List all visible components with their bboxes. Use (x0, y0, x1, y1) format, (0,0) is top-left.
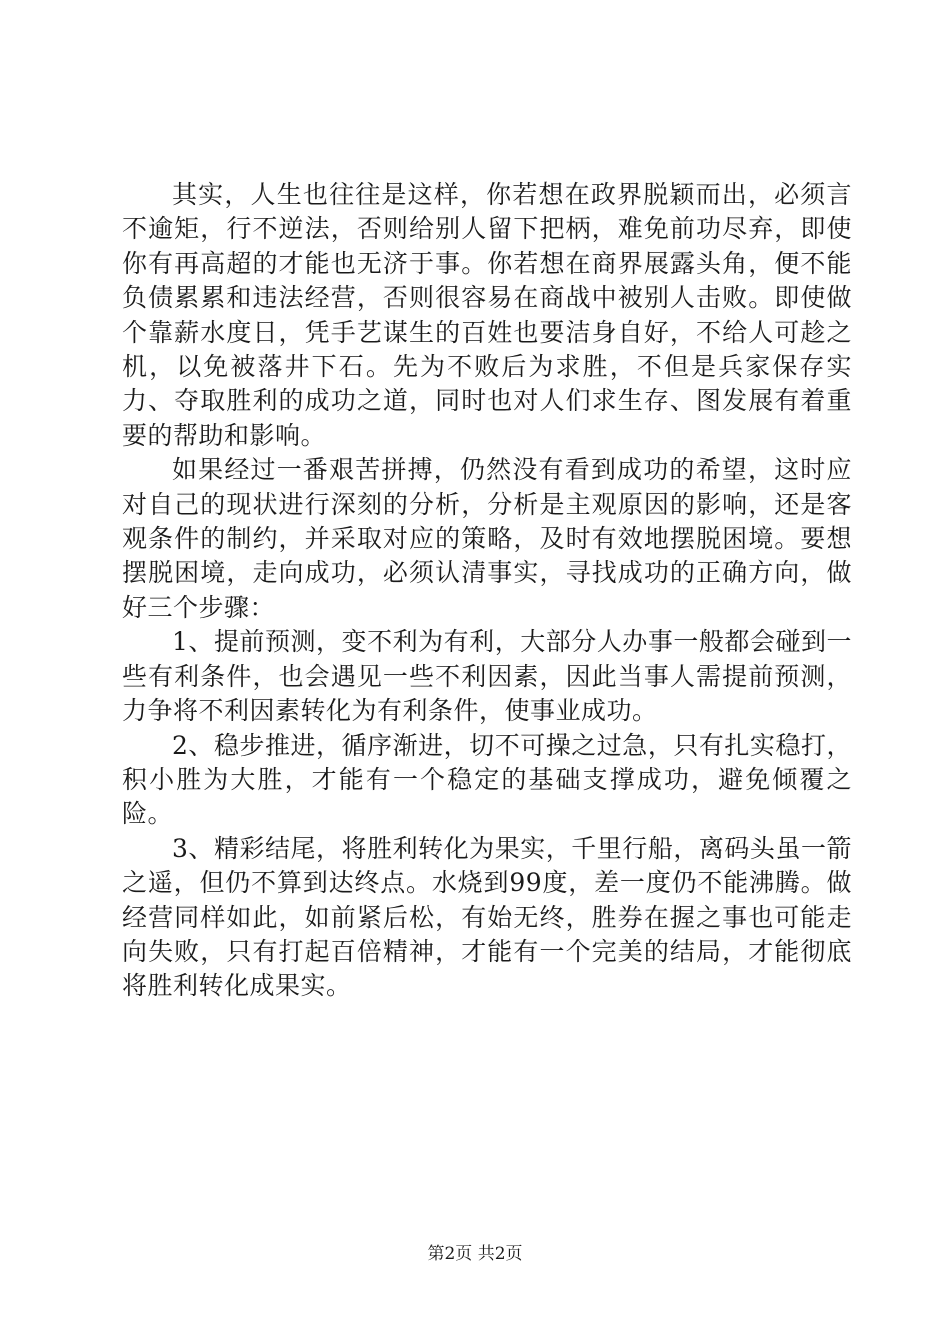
page-number-footer: 第2页 共2页 (427, 1244, 523, 1264)
paragraph-intro: 其实，人生也往往是这样，你若想在政界脱颖而出，必须言不逾矩，行不逆法，否则给别人留下把柄，难免前功尽弃，即使你有再高超的才能也无济于事。你若想在商界展露头角，便不能负债累累和违法经营，否则很容易在商战中被别人击败。即使做个靠薪水度日，凭手艺谋生的百姓也要洁身自好，不给人可趁之机，以免被落井下石。先为不败后为求胜，不但是兵家保存实力、夺取胜利的成功之道，同时也对人们求生存、图发展有着重要的帮助和影响。 (122, 180, 852, 450)
paragraph-analysis: 如果经过一番艰苦拼搏，仍然没有看到成功的希望，这时应对自己的现状进行深刻的分析，分析是主观原因的影响，还是客观条件的制约，并采取对应的策略，及时有效地摆脱困境。要想摆脱困境，走向成功，必须认清事实，寻找成功的正确方向，做好三个步骤： (122, 455, 852, 622)
paragraph-step-2: 2、稳步推进，循序渐进，切不可操之过急，只有扎实稳打，积小胜为大胜，才能有一个稳定的基础支撑成功，避免倾覆之险。 (122, 730, 852, 829)
paragraph-step-3: 3、精彩结尾，将胜利转化为果实，千里行船，离码头虽一箭之遥，但仍不算到达终点。水烧到99度，差一度仍不能沸腾。做经营同样如此，如前紧后松，有始无终，胜券在握之事也可能走向失败，只有打起百倍精神，才能有一个完美的结局，才能彻底将胜利转化成果实。 (122, 833, 852, 1001)
document-body (122, 178, 852, 1004)
paragraph-step-1: 1、提前预测，变不利为有利，大部分人办事一般都会碰到一些有利条件，也会遇见一些不利因素，因此当事人需提前预测，力争将不利因素转化为有利条件，使事业成功。 (122, 627, 852, 726)
